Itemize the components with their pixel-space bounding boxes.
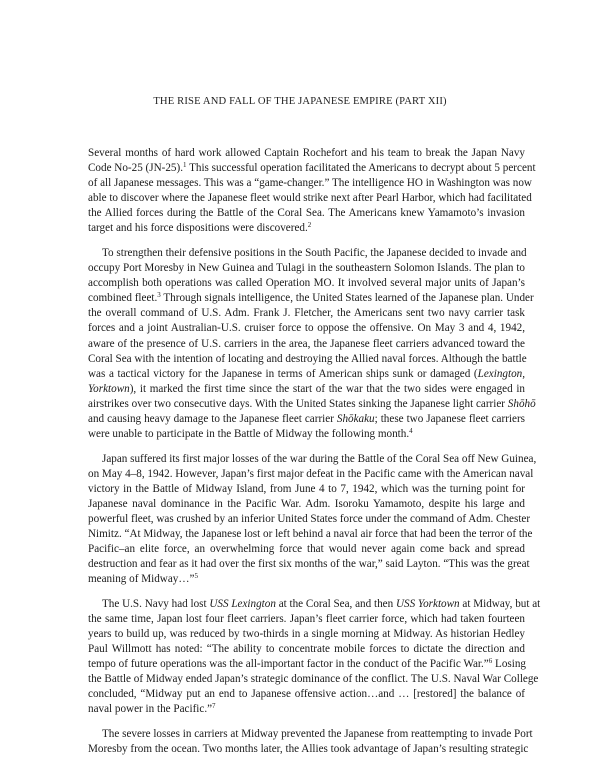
text-run: and causing heavy damage to the Japanese fleet carrier [88, 412, 337, 425]
text-line [88, 727, 533, 742]
text-run: powerful fleet, was crushed by an inferior United States force under the command of Adm. Chester [88, 512, 531, 525]
footnote-ref: 5 [194, 572, 198, 581]
text-run: The U.S. Navy had lost [102, 597, 210, 610]
text-line [88, 497, 525, 512]
text-run: accomplish both operations was called Operation MO. It involved several major units of Japan’s [88, 277, 525, 290]
text-run: This successful operation facilitated the Americans to decrypt about 5 percent [186, 162, 536, 175]
text-run: the overall command of U.S. Adm. Frank J. Fletcher, the Americans sent two navy carrier task [88, 307, 525, 320]
text-line [88, 687, 525, 702]
text-line [88, 261, 525, 276]
italic-text: Shōkaku [336, 412, 375, 425]
text-line [88, 627, 525, 642]
text-line [88, 482, 525, 497]
text-line [88, 657, 525, 672]
text-run: destruction and fear as it had over the first six months of the war,” said Layton. “This was the great [88, 558, 530, 571]
text-run: years to build up, was reduced by two-thirds in a single morning at Midway. As historian Hedley [88, 627, 525, 640]
text-run: ), it marked the first time since the start of the war that the two sides were engaged in [129, 382, 525, 395]
text-run: To strengthen their defensive positions in the South Pacific, the Japanese decided to invade and [102, 246, 527, 259]
text-line [88, 642, 525, 657]
text-line [88, 352, 525, 367]
text-run: Losing [492, 658, 526, 671]
text-run: Code No-25 (JN-25). [88, 162, 183, 175]
text-line [88, 512, 531, 527]
text-run: Nimitz. “At Midway, the Japanese lost or left behind a naval air force that had been the terror of the [88, 528, 533, 541]
text-line [88, 321, 525, 336]
text-run: Paul Willmott has noted: “The ability to concentrate mobile forces to dictate the direction and [88, 643, 525, 656]
text-line [88, 221, 525, 236]
text-run: Japanese naval dominance in the Pacific War. Adm. Isoroku Yamamoto, despite his large and [88, 497, 525, 510]
document-body [88, 146, 541, 757]
text-line [88, 382, 525, 397]
text-line [88, 276, 525, 291]
text-run: Through signals intelligence, the United States learned of the Japanese plan. Under [160, 292, 534, 305]
text-run: The severe losses in carriers at Midway prevented the Japanese from reattempting to invade Port [102, 727, 533, 740]
text-line [88, 527, 533, 542]
text-line [88, 291, 534, 306]
text-line [88, 246, 525, 261]
footnote-ref: 2 [307, 221, 312, 230]
text-line [88, 672, 539, 687]
italic-text: Yorktown [88, 382, 130, 395]
text-run: was a tactical victory for the Japanese in terms of American ships sunk or damaged ( [88, 367, 478, 380]
text-run: naval power in the Pacific.” [88, 703, 213, 716]
text-line [88, 467, 534, 482]
text-run: Moresby from the ocean. Two months later, the Allies took advantage of Japan’s resulting strategic [88, 743, 529, 756]
italic-text: Shōhō [507, 397, 536, 410]
paragraph [88, 452, 537, 588]
text-run: ; these two Japanese fleet carriers [374, 412, 526, 425]
text-run: combined fleet. [88, 292, 158, 305]
footnote-ref: 1 [183, 161, 187, 170]
text-line [88, 206, 525, 221]
italic-text: Lexington, [477, 367, 525, 380]
text-line [88, 612, 525, 627]
footnote-ref: 4 [409, 427, 413, 436]
text-line [88, 397, 536, 412]
italic-text: USS Lexington [209, 597, 276, 610]
text-run: at the Coral Sea, and then [275, 597, 396, 610]
text-run: of all Japanese messages. This was a “game-changer.” The intelligence HO in Washington was now [88, 177, 532, 190]
text-run: forces and a joint Australian-U.S. cruiser force to oppose the offensive. On May 3 and 4, 1942, [88, 322, 525, 335]
text-run: tempo of future operations was the all-important factor in the conduct of the Pacific War.” [88, 658, 489, 671]
text-run: target and his force dispositions were discovered. [88, 222, 308, 235]
paragraph [88, 146, 536, 237]
footnote-ref: 3 [157, 291, 161, 300]
page-title: THE RISE AND FALL OF THE JAPANESE EMPIRE (PART XII) [153, 96, 447, 107]
text-line [88, 412, 525, 427]
text-run: the Battle of Midway ended Japan’s strategic dominance of the conflict. The U.S. Naval War College [88, 673, 539, 686]
text-run: the same time, Japan lost four fleet carriers. Japan’s fleet carrier force, which had taken fourteen [88, 612, 525, 625]
text-line [88, 367, 525, 382]
text-line [88, 557, 530, 572]
text-run: on May 4–8, 1942. However, Japan’s first major defeat in the Pacific came with the American naval [88, 467, 534, 480]
text-line [88, 161, 536, 176]
text-run: airstrikes over two consecutive days. With the United States sinking the Japanese light carrier [88, 397, 508, 410]
text-line [88, 191, 532, 206]
paragraph [88, 246, 536, 442]
italic-text: USS Yorktown [395, 597, 460, 610]
text-run: at Midway, but at [459, 597, 541, 610]
text-line [88, 306, 525, 321]
text-run: meaning of Midway…” [88, 573, 195, 586]
text-line [88, 146, 525, 161]
text-line [88, 452, 537, 467]
text-line [88, 427, 525, 442]
footnote-ref: 7 [212, 702, 216, 711]
text-run: the Allied forces during the Battle of the Coral Sea. The Americans knew Yamamoto’s invasion [88, 207, 525, 220]
text-run: concluded, “Midway put an end to Japanese offensive action…and … [restored] the balance of [88, 688, 525, 701]
text-line [88, 572, 525, 587]
text-run: Several months of hard work allowed Captain Rochefort and his team to break the Japan Navy [88, 147, 525, 159]
text-run: Japan suffered its first major losses of the war during the Battle of the Coral Sea off New Guinea, [102, 452, 537, 465]
text-line [88, 337, 525, 352]
paragraph [88, 727, 533, 757]
text-line [88, 542, 525, 557]
text-run: were unable to participate in the Battle of Midway the following month. [88, 428, 410, 441]
text-line [88, 597, 541, 612]
text-run: Coral Sea with the intention of locating and destroying the Allied naval forces. Although the battle [88, 352, 527, 365]
footnote-ref: 6 [488, 657, 493, 666]
text-run: aware of the presence of U.S. carriers in the area, the Japanese fleet carriers advanced toward the [88, 337, 525, 350]
text-run: able to discover where the Japanese fleet would strike next after Pearl Harbor, which had facilitated [88, 192, 532, 205]
text-line [88, 742, 529, 757]
text-run: victory in the Battle of Midway Island, from June 4 to 7, 1942, which was the turning point for [88, 482, 525, 495]
text-line [88, 702, 525, 717]
text-run: occupy Port Moresby in New Guinea and Tulagi in the southeastern Solomon Islands. The plan to [88, 262, 525, 275]
text-line [88, 176, 532, 191]
text-run: Pacific–an elite force, an overwhelming force that would never again come back and spread [88, 543, 525, 556]
paragraph [88, 597, 541, 718]
